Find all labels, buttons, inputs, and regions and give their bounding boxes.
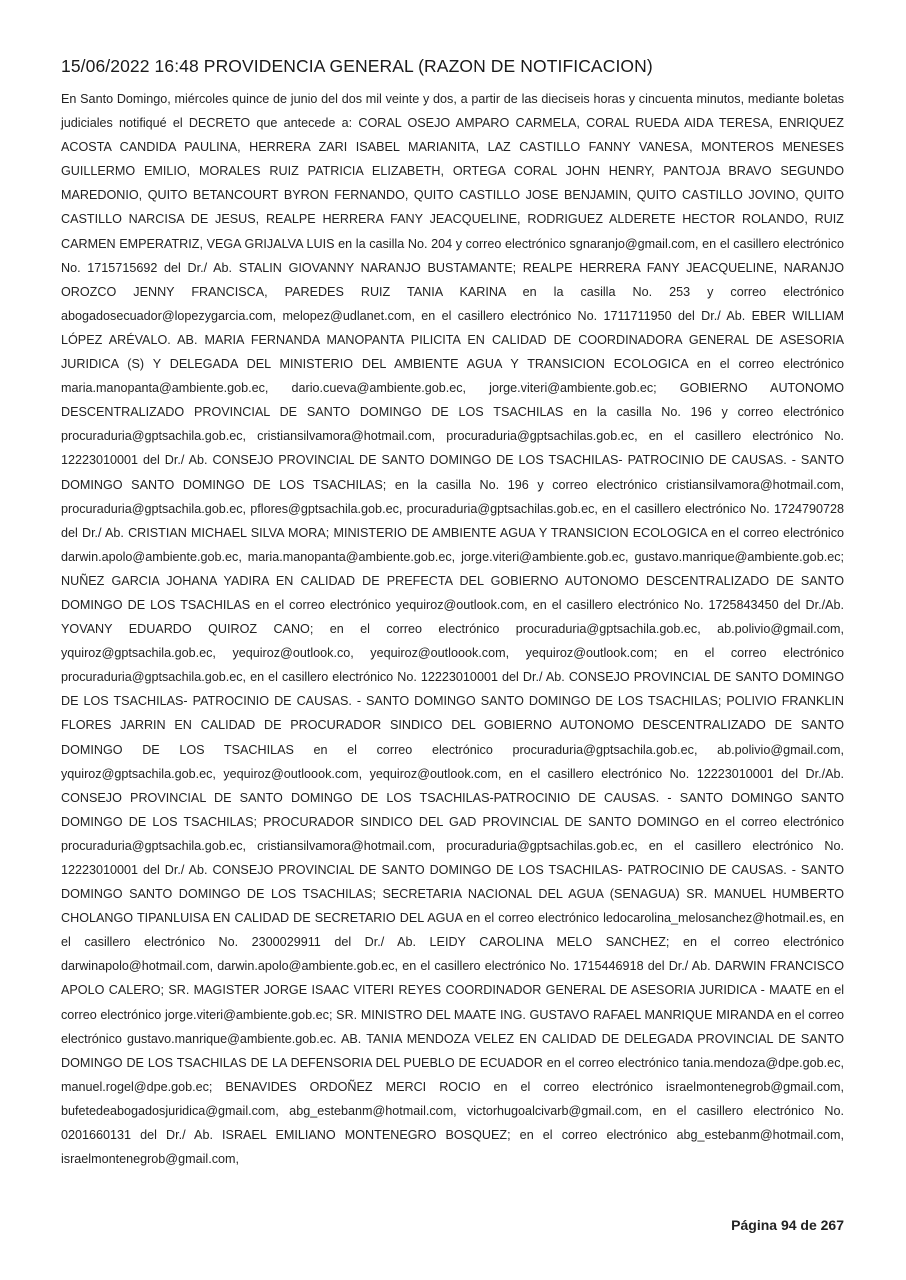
page-number: Página 94 de 267	[731, 1217, 844, 1233]
document-page	[61, 56, 844, 1171]
notification-body-text: En Santo Domingo, miércoles quince de junio del dos mil veinte y dos, a partir de las dieciseis horas y cincuenta minutos, mediante boletas judiciales notifiqué el DECRETO que antecede a: CORAL OSEJO AMPARO CARMELA, CORAL RUEDA AIDA TERESA, ENRIQUEZ ACOSTA CANDIDA PAULINA, HERRERA ZARI ISABEL MARIANITA, LAZ CASTILLO FANNY VANESA, MONTEROS MENESES GUILLERMO EMILIO, MORALES RUIZ PATRICIA ELIZABETH, ORTEGA CORAL JOHN HENRY, PANTOJA BRAVO SEGUNDO MAREDONIO, QUITO BETANCOURT BYRON FERNANDO, QUITO CASTILLO JOSE BENJAMIN, QUITO CASTILLO JOVINO, QUITO CASTILLO NARCISA DE JESUS, REALPE HERRERA FANY JEACQUELINE, RODRIGUEZ ALDERETE HECTOR ROLANDO, RUIZ CARMEN EMPERATRIZ, VEGA GRIJALVA LUIS en la casilla No. 204 y correo electrónico sgnaranjo@gmail.com, en el casillero electrónico No. 1715715692 del Dr./ Ab. STALIN GIOVANNY NARANJO BUSTAMANTE; REALPE HERRERA FANY JEACQUELINE, NARANJO OROZCO JENNY FRANCISCA, PAREDES RUIZ TANIA KARINA en la casilla No. 253 y correo electrónico abogadosecuador@lopezygarcia.com, melopez@udlanet.com, en el casillero electrónico No. 1711711950 del Dr./ Ab. EBER WILLIAM LÓPEZ ARÉVALO. AB. MARIA FERNANDA MANOPANTA PILICITA EN CALIDAD DE COORDINADORA GENERAL DE ASESORIA JURIDICA (S) Y DELEGADA DEL MINISTERIO DEL AMBIENTE AGUA Y TRANSICION ECOLOGICA en el correo electrónico maria.manopanta@ambiente.gob.ec, dario.cueva@ambiente.gob.ec, jorge.viteri@ambiente.gob.ec; GOBIERNO AUTONOMO DESCENTRALIZADO PROVINCIAL DE SANTO DOMINGO DE LOS TSACHILAS en la casilla No. 196 y correo electrónico procuraduria@gptsachila.gob.ec, cristiansilvamora@hotmail.com, procuraduria@gptsachilas.gob.ec, en el casillero electrónico No. 12223010001 del Dr./ Ab. CONSEJO PROVINCIAL DE SANTO DOMINGO DE LOS TSACHILAS- PATROCINIO DE CAUSAS. - SANTO DOMINGO SANTO DOMINGO DE LOS TSACHILAS; en la casilla No. 196 y correo electrónico cristiansilvamora@hotmail.com, procuraduria@gptsachila.gob.ec, pflores@gptsachila.gob.ec, procuraduria@gptsachilas.gob.ec, en el casillero electrónico No. 1724790728 del Dr./ Ab. CRISTIAN MICHAEL SILVA MORA; MINISTERIO DE AMBIENTE AGUA Y TRANSICION ECOLOGICA en el correo electrónico darwin.apolo@ambiente.gob.ec, maria.manopanta@ambiente.gob.ec, jorge.viteri@ambiente.gob.ec, gustavo.manrique@ambiente.gob.ec; NUÑEZ GARCIA JOHANA YADIRA EN CALIDAD DE PREFECTA DEL GOBIERNO AUTONOMO DESCENTRALIZADO DE SANTO DOMINGO DE LOS TSACHILAS en el correo electrónico yequiroz@outlook.com, en el casillero electrónico No. 1725843450 del Dr./Ab. YOVANY EDUARDO QUIROZ CANO; en el correo electrónico procuraduria@gptsachila.gob.ec, ab.polivio@gmail.com, yquiroz@gptsachila.gob.ec, yequiroz@outlook.co, yequiroz@outloook.com, yequiroz@outlook.com; en el correo electrónico procuraduria@gptsachila.gob.ec, en el casillero electrónico No. 12223010001 del Dr./ Ab. CONSEJO PROVINCIAL DE SANTO DOMINGO DE LOS TSACHILAS- PATROCINIO DE CAUSAS. - SANTO DOMINGO SANTO DOMINGO DE LOS TSACHILAS; POLIVIO FRANKLIN FLORES JARRIN EN CALIDAD DE PROCURADOR SINDICO DEL GOBIERNO AUTONOMO DESCENTRALIZADO DE SANTO DOMINGO DE LOS TSACHILAS en el correo electrónico procuraduria@gptsachila.gob.ec, ab.polivio@gmail.com, yquiroz@gptsachila.gob.ec, yequiroz@outloook.com, yequiroz@outlook.com, en el casillero electrónico No. 12223010001 del Dr./Ab. CONSEJO PROVINCIAL DE SANTO DOMINGO DE LOS TSACHILAS-PATROCINIO DE CAUSAS. - SANTO DOMINGO SANTO DOMINGO DE LOS TSACHILAS; PROCURADOR SINDICO DEL GAD PROVINCIAL DE SANTO DOMINGO en el correo electrónico procuraduria@gptsachila.gob.ec, cristiansilvamora@hotmail.com, procuraduria@gptsachilas.gob.ec, en el casillero electrónico No. 12223010001 del Dr./ Ab. CONSEJO PROVINCIAL DE SANTO DOMINGO DE LOS TSACHILAS- PATROCINIO DE CAUSAS. - SANTO DOMINGO SANTO DOMINGO DE LOS TSACHILAS; SECRETARIA NACIONAL DEL AGUA (SENAGUA) SR. MANUEL HUMBERTO CHOLANGO TIPANLUISA EN CALIDAD DE SECRETARIO DEL AGUA en el correo electrónico ledocarolina_melosanchez@hotmail.es, en el casillero electrónico No. 2300029911 del Dr./ Ab. LEIDY CAROLINA MELO SANCHEZ; en el correo electrónico darwinapolo@hotmail.com, darwin.apolo@ambiente.gob.ec, en el casillero electrónico No. 1715446918 del Dr./ Ab. DARWIN FRANCISCO APOLO CALERO; SR. MAGISTER JORGE ISAAC VITERI REYES COORDINADOR GENERAL DE ASESORIA JURIDICA - MAATE en el correo electrónico jorge.viteri@ambiente.gob.ec; SR. MINISTRO DEL MAATE ING. GUSTAVO RAFAEL MANRIQUE MIRANDA en el correo electrónico gustavo.manrique@ambiente.gob.ec. AB. TANIA MENDOZA VELEZ EN CALIDAD DE DELEGADA PROVINCIAL DE SANTO DOMINGO DE LOS TSACHILAS DE LA DEFENSORIA DEL PUEBLO DE ECUADOR en el correo electrónico tania.mendoza@dpe.gob.ec, manuel.rogel@dpe.gob.ec; BENAVIDES ORDOÑEZ MERCI ROCIO en el correo electrónico israelmontenegrob@gmail.com, bufetedeabogadosjuridica@gmail.com, abg_estebanm@hotmail.com, victorhugoalcivarb@gmail.com, en el casillero electrónico No. 0201660131 del Dr./ Ab. ISRAEL EMILIANO MONTENEGRO BOSQUEZ; en el correo electrónico abg_estebanm@hotmail.com, israelmontenegrob@gmail.com,	[61, 92, 844, 1167]
document-title: 15/06/2022 16:48 PROVIDENCIA GENERAL (RAZON DE NOTIFICACION)	[61, 56, 653, 76]
